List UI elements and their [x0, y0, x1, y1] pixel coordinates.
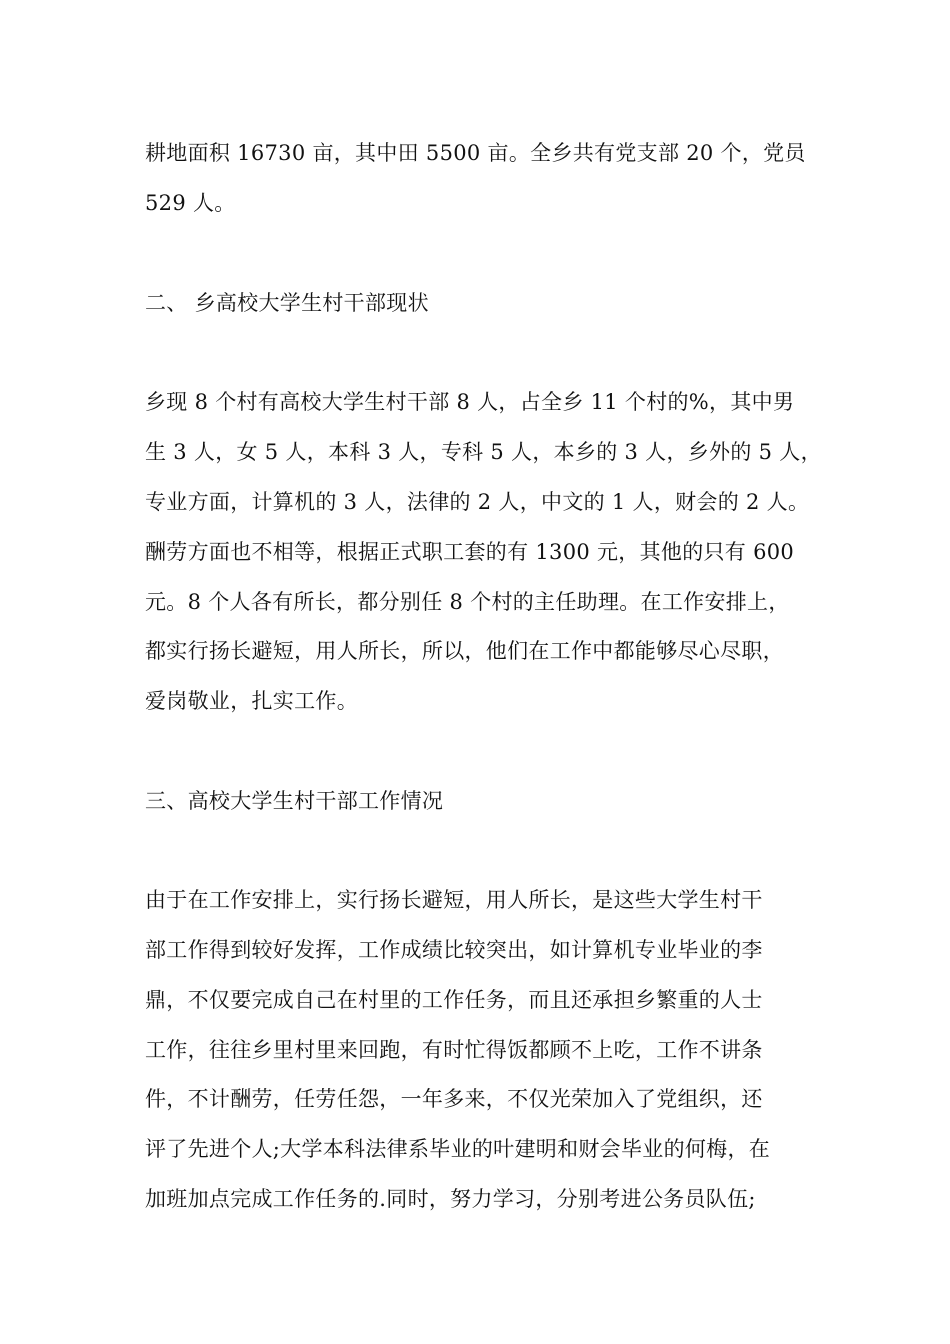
paragraph-line: 529 人。: [145, 191, 236, 215]
paragraph-line: 件，不计酬劳，任劳任怨，一年多来，不仅光荣加入了党组织，还: [145, 1087, 763, 1111]
paragraph-line: 评了先进个人;大学本科法律系毕业的叶建明和财会毕业的何梅，在: [145, 1137, 771, 1161]
paragraph-line: 元。8 个人各有所长，都分别任 8 个村的主任助理。在工作安排上，: [145, 590, 790, 614]
section-heading-3: 三、高校大学生村干部工作情况: [145, 789, 444, 813]
paragraph-line: 酬劳方面也不相等，根据正式职工套的有 1300 元，其他的只有 600: [145, 540, 795, 564]
paragraph-line: 专业方面，计算机的 3 人，法律的 2 人，中文的 1 人，财会的 2 人。: [145, 490, 810, 514]
paragraph-line: 工作，往往乡里村里来回跑，有时忙得饭都顾不上吃，工作不讲条: [145, 1038, 763, 1062]
paragraph-line: 爱岗敬业，扎实工作。: [145, 689, 358, 713]
paragraph-line: 耕地面积 16730 亩，其中田 5500 亩。全乡共有党支部 20 个，党员: [145, 141, 806, 165]
paragraph-line: 加班加点完成工作任务的.同时，努力学习，分别考进公务员队伍;: [145, 1187, 756, 1211]
paragraph-line: 都实行扬长避短，用人所长，所以，他们在工作中都能够尽心尽职，: [145, 639, 784, 663]
paragraph-line: 部工作得到较好发挥，工作成绩比较突出，如计算机专业毕业的李: [145, 938, 763, 962]
paragraph-line: 鼎，不仅要完成自己在村里的工作任务，而且还承担乡繁重的人士: [145, 988, 763, 1012]
paragraph-line: 生 3 人，女 5 人，本科 3 人，专科 5 人，本乡的 3 人，乡外的 5 人，: [145, 440, 822, 464]
paragraph-line: 由于在工作安排上，实行扬长避短，用人所长，是这些大学生村干: [145, 888, 763, 912]
paragraph-line: 乡现 8 个村有高校大学生村干部 8 人，占全乡 11 个村的%，其中男: [145, 390, 795, 414]
section-heading-2: 二、 乡高校大学生村干部现状: [145, 291, 429, 315]
